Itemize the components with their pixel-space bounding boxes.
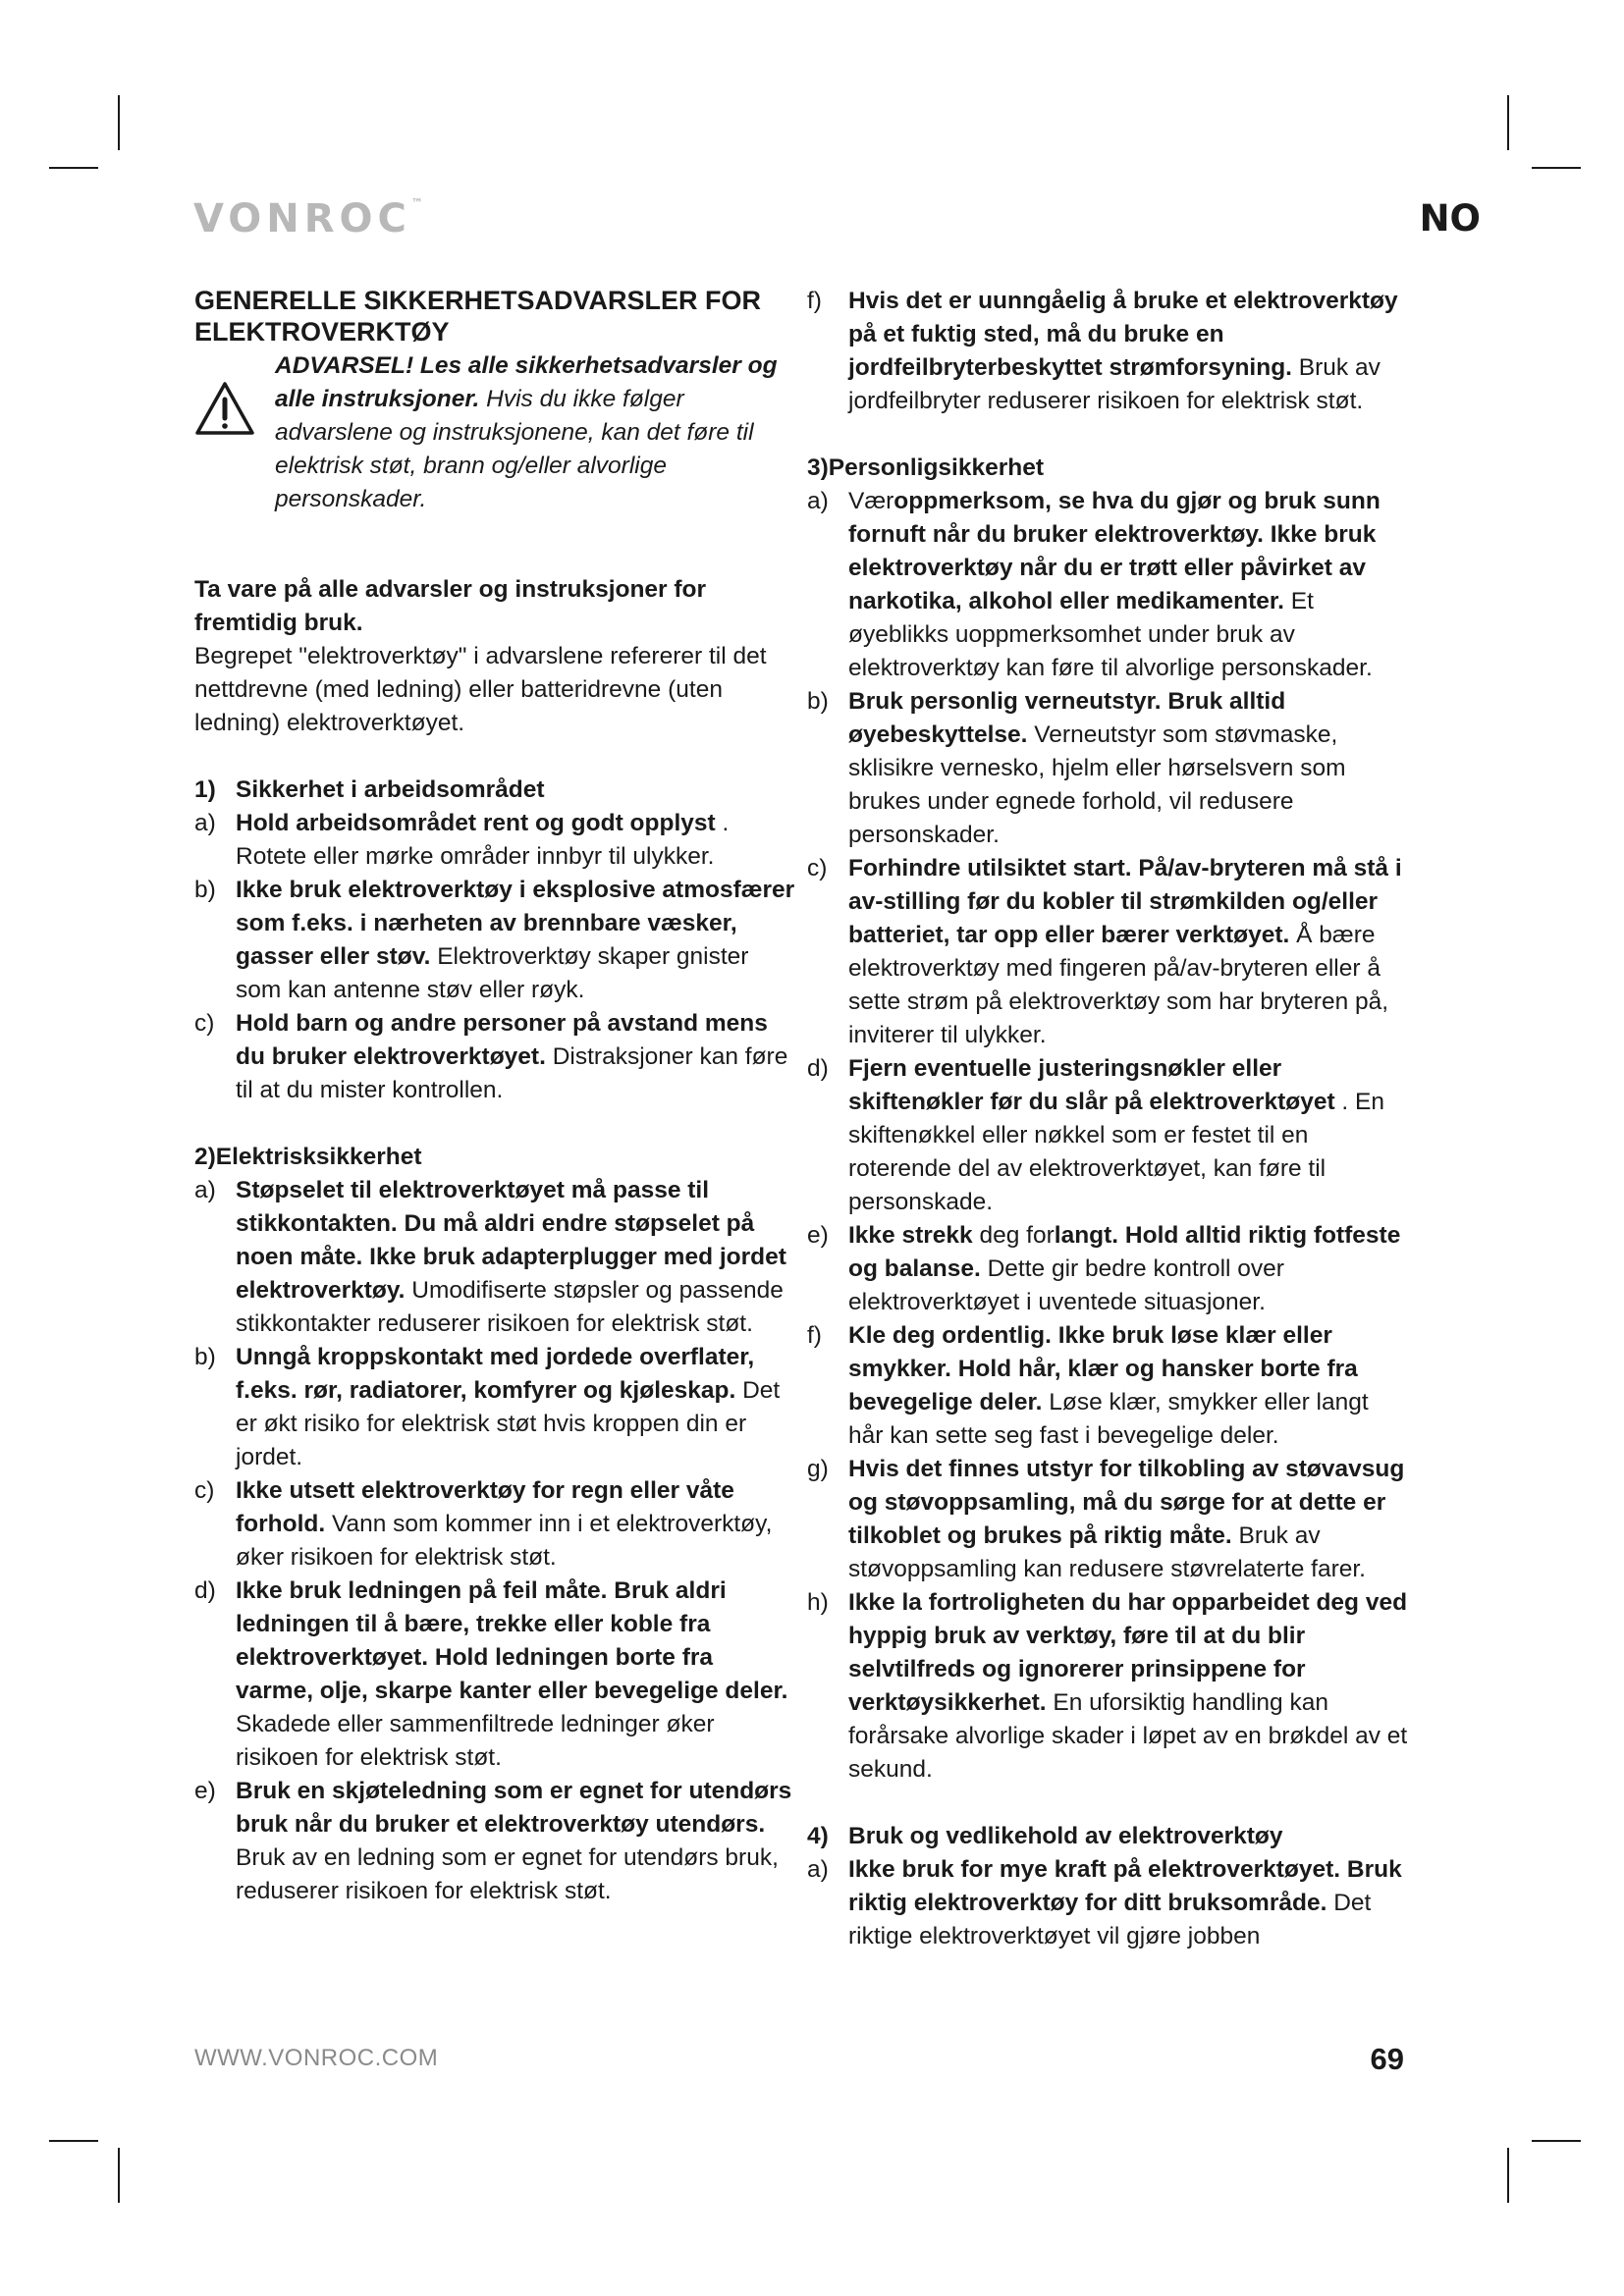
item-bold: Hold barn og andre personer på avstand mens du bruker elektroverktøyet. xyxy=(236,1010,768,1070)
item-bold: Forhindre utilsiktet start. På/av-bryteren må stå i av-stilling før du kobler til strømkilden og/eller batteriet, tar opp eller bærer verktøyet. xyxy=(848,855,1402,948)
section-electrical xyxy=(194,1141,795,1908)
section-tool-use xyxy=(807,1820,1408,1953)
item-label: a) xyxy=(194,1177,216,1203)
list-item xyxy=(194,1775,795,1908)
item-label: f) xyxy=(807,1322,822,1349)
crop-mark xyxy=(1507,95,1509,150)
footer-url: WWW.VONROC.COM xyxy=(194,2045,439,2071)
item-label: h) xyxy=(807,1589,829,1616)
item-text: Vann som kommer inn i et elektroverktøy, øker risikoen for elektrisk støt. xyxy=(236,1511,773,1571)
item-bold: Bruk en skjøteledning som er egnet for utendørs bruk når du bruker et elektroverktøy utendørs. xyxy=(236,1778,792,1838)
list-item xyxy=(807,1853,1408,1953)
language-code: NO xyxy=(1419,197,1481,240)
item-bold: Ikke bruk ledningen på feil måte. Bruk aldri ledningen til å bære, trekke eller koble fra elektroverktøyet. Hold ledningen borte fra varme, olje, skarpe kanter eller bevegelige deler. xyxy=(236,1577,788,1704)
crop-mark xyxy=(118,95,120,150)
item-bold: Hvis det finnes utstyr for tilkobling av støvavsug og støvoppsamling, må du sørge for at dette er tilkoblet og brukes på riktig måte. xyxy=(848,1456,1405,1549)
item-text: . Rotete eller mørke områder innbyr til ulykker. xyxy=(236,810,730,870)
item-bold: oppmerksom, se hva du gjør og bruk sunn fornuft når du bruker elektroverktøy. Ikke bruk elektroverktøy når du er trøtt eller påvirket av narkotika, alkohol eller medikamenter. xyxy=(848,488,1380,614)
item-bold: Fjern eventuelle justeringsnøkler eller skiftenøkler før du slår på elektroverktøyet xyxy=(848,1055,1335,1115)
list-item xyxy=(194,1174,795,1341)
warning-body: Hvis du ikke følger advarslene og instruksjonene, kan det føre til elektrisk støt, brann og/eller alvorlige personskader. xyxy=(275,386,754,512)
item-label: c) xyxy=(194,1010,215,1037)
crop-mark xyxy=(1507,2148,1509,2203)
list-item xyxy=(807,285,1408,418)
crop-mark xyxy=(1532,167,1581,169)
section-title: 2)Elektrisksikkerhet xyxy=(194,1144,422,1170)
item-bold: Ikke utsett elektroverktøy for regn eller våte forhold. xyxy=(236,1477,734,1537)
item-bold: Kle deg ordentlig. Ikke bruk løse klær eller smykker. Hold hår, klær og hansker borte fra bevegelige deler. xyxy=(848,1322,1358,1415)
section-title: 3)Personligsikkerhet xyxy=(807,454,1045,481)
item-text: Det riktige elektroverktøyet vil gjøre jobben xyxy=(848,1890,1372,1949)
brand-logo xyxy=(193,196,423,241)
section-title-text: Sikkerhet i arbeidsområdet xyxy=(236,776,545,803)
item-label: g) xyxy=(807,1456,829,1482)
item-label: b) xyxy=(194,877,216,903)
item-text: En uforsiktig handling kan forårsake alvorlige skader i løpet av en brøkdel av et sekund. xyxy=(848,1689,1408,1783)
item-prefix: Vær xyxy=(848,488,894,514)
item-bold: Støpselet til elektroverktøyet må passe til stikkontakten. Du må aldri endre støpselet på noen måte. Ikke bruk adapterplugger med jordet elektroverktøy. xyxy=(236,1177,786,1304)
section-personal-safety xyxy=(807,452,1408,1787)
right-column xyxy=(807,285,1408,1987)
page-number: 69 xyxy=(1370,2042,1404,2076)
list-item xyxy=(807,685,1408,852)
item-label: e) xyxy=(807,1222,829,1249)
warning-block xyxy=(194,349,795,516)
item-label: b) xyxy=(807,688,829,715)
section-title xyxy=(194,774,795,807)
item-text: Skadede eller sammenfiltrede ledninger øker risikoen for elektrisk støt. xyxy=(236,1711,715,1771)
item-text: Et øyeblikks uoppmerksomhet under bruk av elektroverktøy kan føre til alvorlige personskader. xyxy=(848,588,1373,681)
item-text: Umodifiserte støpsler og passende stikkontakter reduserer risikoen for elektrisk støt. xyxy=(236,1277,784,1337)
left-column xyxy=(194,285,795,1942)
item-bold: Hvis det er uunngåelig å bruke et elektroverktøy på et fuktig sted, må du bruke en jordfeilbryterbeskyttet strømforsyning. xyxy=(848,288,1398,381)
item-text: Elektroverktøy skaper gnister som kan antenne støv eller røyk. xyxy=(236,943,749,1003)
list-item xyxy=(194,1575,795,1775)
item-bold: Ikke la fortroligheten du har opparbeidet deg ved hyppig bruk av verktøy, føre til at du blir selvtilfreds og ignorerer prinsippene for verktøysikkerhet. xyxy=(848,1589,1408,1716)
list-item xyxy=(194,1341,795,1474)
warning-bold: ADVARSEL! Les alle sikkerhetsadvarsler og alle instruksjoner. xyxy=(275,352,778,412)
item-label: a) xyxy=(807,1856,829,1883)
intro-paragraph xyxy=(194,573,795,740)
list-item xyxy=(807,1319,1408,1453)
item-bold: Ikke strekk xyxy=(848,1222,973,1249)
item-bold: Ikke bruk for mye kraft på elektroverktøyet. Bruk riktig elektroverktøy for ditt bruksområde. xyxy=(848,1856,1402,1916)
item-text: Bruk av støvoppsamling kan redusere støvrelaterte farer. xyxy=(848,1522,1366,1582)
list-item xyxy=(807,1052,1408,1219)
warning-triangle-icon xyxy=(194,381,255,436)
item-label: e) xyxy=(194,1778,216,1804)
item-label: f) xyxy=(807,288,822,314)
list-item xyxy=(807,1586,1408,1787)
item-text: Distraksjoner kan føre til at du mister kontrollen. xyxy=(236,1043,788,1103)
list-item xyxy=(194,874,795,1007)
item-bold: Unngå kroppskontakt med jordede overflater, f.eks. rør, radiatorer, komfyrer og kjøleskap. xyxy=(236,1344,755,1404)
item-bold: Hold arbeidsområdet rent og godt opplyst xyxy=(236,810,716,836)
list-item xyxy=(807,485,1408,685)
section-number: 1) xyxy=(194,776,216,803)
trademark-symbol: ™ xyxy=(410,196,423,210)
item-text: Bruk av en ledning som er egnet for utendørs bruk, reduserer risikoen for elektrisk støt. xyxy=(236,1844,779,1904)
item-label: d) xyxy=(194,1577,216,1604)
section-title-text: Bruk og vedlikehold av elektroverktøy xyxy=(848,1823,1283,1849)
list-item xyxy=(194,807,795,874)
list-item xyxy=(807,852,1408,1052)
section-number: 4) xyxy=(807,1823,829,1849)
page-title: GENERELLE SIKKERHETSADVARSLER FOR ELEKTROVERKTØY xyxy=(194,286,762,347)
item-label: c) xyxy=(807,855,828,881)
brand-name: VONROC xyxy=(193,196,411,241)
section-work-area xyxy=(194,774,795,1107)
list-item xyxy=(807,1453,1408,1586)
intro-text: Begrepet "elektroverktøy" i advarslene refererer til det nettdrevne (med ledning) eller batteridrevne (uten ledning) elektroverktøyet. xyxy=(194,643,767,736)
item-label: b) xyxy=(194,1344,216,1370)
list-item xyxy=(807,1219,1408,1319)
crop-mark xyxy=(49,2140,98,2142)
list-item xyxy=(194,1007,795,1107)
item-text: Verneutstyr som støvmaske, sklisikre vernesko, hjelm eller hørselsvern som brukes under egnede forhold, vil redusere personskader. xyxy=(848,721,1346,848)
list-item xyxy=(194,1474,795,1575)
item-text: Å bære elektroverktøy med fingeren på/av-bryteren eller å sette strøm på elektroverktøy som har bryteren på, inviterer til ulykker. xyxy=(848,922,1389,1048)
warning-text xyxy=(275,349,795,516)
item-text: . En skiftenøkkel eller nøkkel som er festet til en roterende del av elektroverktøyet, kan føre til personskade. xyxy=(848,1089,1385,1215)
item-text: Dette gir bedre kontroll over elektroverktøyet i uventede situasjoner. xyxy=(848,1255,1284,1315)
crop-mark xyxy=(118,2148,120,2203)
section-title xyxy=(807,1820,1408,1853)
item-label: a) xyxy=(807,488,829,514)
item-bold-2: langt. Hold alltid riktig fotfeste og balanse. xyxy=(848,1222,1401,1282)
crop-mark xyxy=(49,167,98,169)
item-bold: Bruk personlig verneutstyr. Bruk alltid øyebeskyttelse. xyxy=(848,688,1286,748)
item-bold: Ikke bruk elektroverktøy i eksplosive atmosfærer som f.eks. i nærheten av brennbare væsker, gasser eller støv. xyxy=(236,877,795,970)
crop-mark xyxy=(1532,2140,1581,2142)
intro-bold: Ta vare på alle advarsler og instruksjoner for fremtidig bruk. xyxy=(194,576,707,636)
item-text: Det er økt risiko for elektrisk støt hvis kroppen din er jordet. xyxy=(236,1377,781,1470)
item-mid: deg for xyxy=(972,1222,1055,1249)
item-text: Bruk av jordfeilbryter reduserer risikoen for elektrisk støt. xyxy=(848,354,1380,414)
item-label: a) xyxy=(194,810,216,836)
item-text: Løse klær, smykker eller langt hår kan sette seg fast i bevegelige deler. xyxy=(848,1389,1369,1449)
item-label: d) xyxy=(807,1055,829,1082)
item-label: c) xyxy=(194,1477,215,1504)
